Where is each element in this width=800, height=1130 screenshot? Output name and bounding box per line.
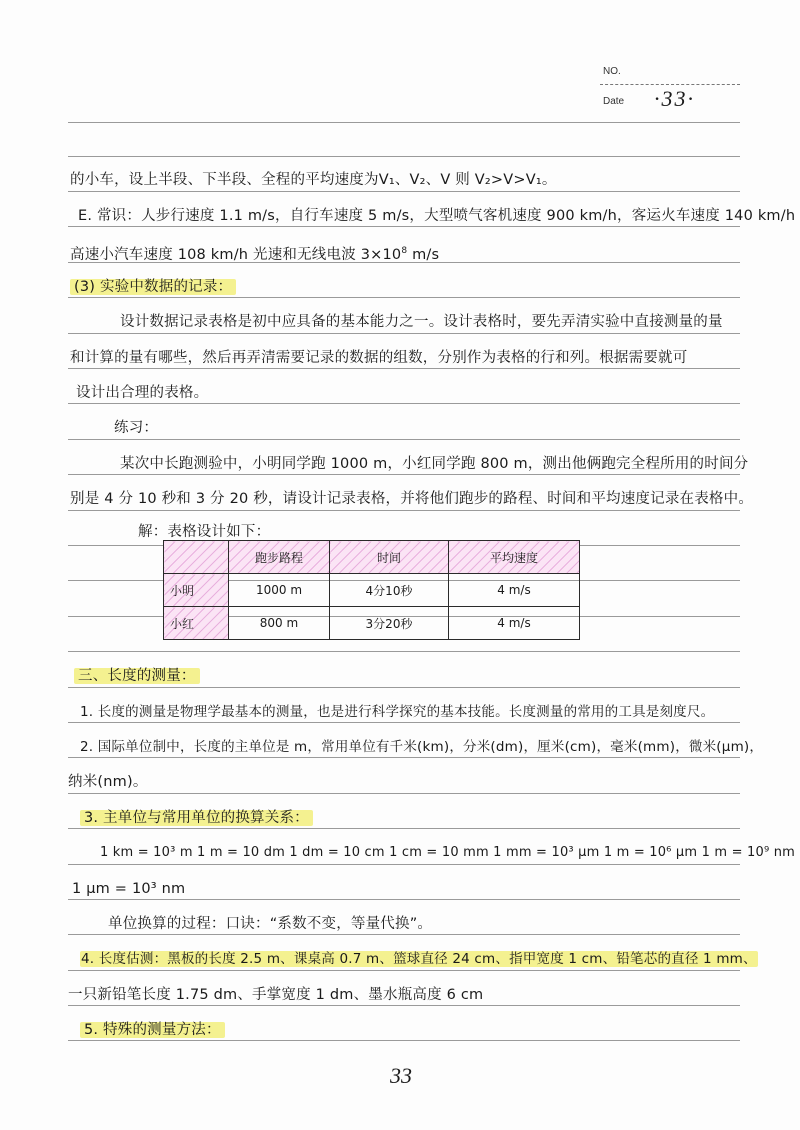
text-line: 一只新铅笔长度 1.75 dm、手掌宽度 1 dm、墨水瓶高度 6 cm — [68, 987, 484, 1003]
table-header-cell: 平均速度 — [449, 541, 580, 574]
no-rule — [600, 84, 740, 85]
text-line: 设计出合理的表格。 — [76, 385, 209, 401]
rule-line — [68, 439, 740, 440]
rule-line — [68, 1040, 740, 1041]
text-line: 的小车，设上半段、下半段、全程的平均速度为V₁、V₂、V 则 V₂>V>V₁。 — [70, 172, 557, 188]
table-cell: 4分10秒 — [330, 574, 449, 607]
section-heading — [74, 666, 200, 686]
table-cell: 1000 m — [229, 574, 330, 607]
rule-line — [68, 828, 740, 829]
section-heading — [80, 1020, 225, 1040]
rule-line — [68, 864, 740, 865]
text-line — [80, 949, 758, 969]
rule-line — [68, 722, 740, 723]
text-line — [70, 241, 439, 265]
table-cell: 小红 — [164, 607, 229, 640]
text-line: 1. 长度的测量是物理学最基本的测量，也是进行科学探究的基本技能。长度测量的常用的工具是刻度尺。 — [80, 704, 715, 720]
rule-line — [68, 757, 740, 758]
table-row — [164, 607, 580, 640]
section-heading-text: 3. 主单位与常用单位的换算关系： — [80, 810, 313, 826]
section-heading-text: (3) 实验中数据的记录： — [70, 279, 236, 295]
text-line: 别是 4 分 10 秒和 3 分 20 秒，请设计记录表格，并将他们跑步的路程、时间和平均速度记录在表格中。 — [70, 491, 754, 507]
rule-line — [68, 297, 740, 298]
text-line: 单位换算的过程：口诀：“系数不变，等量代换”。 — [108, 916, 433, 932]
text-line: E. 常识：人步行速度 1.1 m/s，自行车速度 5 m/s，大型喷气客机速度 900 km/h，客运火车速度 140 km/h — [78, 208, 796, 224]
table-header-row — [164, 541, 580, 574]
no-label: NO. — [603, 66, 621, 77]
exercise-label: 练习： — [114, 420, 159, 436]
rule-line — [68, 510, 740, 511]
rule-line — [68, 333, 740, 334]
table-cell: 800 m — [229, 607, 330, 640]
exponent: 8 — [401, 246, 408, 256]
table-header-cell: 时间 — [330, 541, 449, 574]
solution-label: 解：表格设计如下： — [138, 524, 271, 540]
table-row — [164, 574, 580, 607]
rule-line — [68, 1005, 740, 1006]
text-line: 某次中长跑测验中，小明同学跑 1000 m，小红同学跑 800 m，测出他俩跑完全程所用的时间分 — [120, 456, 749, 472]
text-line: 2. 国际单位制中，长度的主单位是 m，常用单位有千米(km)，分米(dm)，厘米(cm)，毫米(mm)，微米(μm)， — [80, 739, 764, 755]
conversion-line: 1 μm = 10³ nm — [72, 881, 186, 897]
text-line: 和计算的量有哪些，然后再弄清需要记录的数据的组数，分别作为表格的行和列。根据需要就可 — [70, 350, 688, 366]
rule-line — [68, 191, 740, 192]
rule-line — [68, 934, 740, 935]
text-fragment: m/s — [407, 247, 440, 263]
date-label: Date — [603, 96, 625, 107]
section-heading — [80, 808, 313, 828]
rule-line — [68, 687, 740, 688]
rule-line — [68, 651, 740, 652]
text-line: 设计数据记录表格是初中应具备的基本能力之一。设计表格时，要先弄清实验中直接测量的量 — [120, 314, 723, 330]
table-cell: 3分20秒 — [330, 607, 449, 640]
rule-line — [68, 899, 740, 900]
rule-line — [68, 474, 740, 475]
table-header-cell: 跑步路程 — [229, 541, 330, 574]
rule-line — [68, 122, 740, 123]
conversion-line: 1 km = 10³ m 1 m = 10 dm 1 dm = 10 cm 1 cm = 10 mm 1 mm = 10³ μm 1 m = 10⁶ μm 1 m = 10⁹ nm — [100, 845, 796, 860]
section-heading-text: 5. 特殊的测量方法： — [80, 1022, 225, 1038]
rule-line — [68, 226, 740, 227]
date-value: ·33· — [654, 86, 695, 111]
section-heading — [70, 277, 236, 297]
text-fragment: 高速小汽车速度 108 km/h 光速和无线电波 3×10 — [70, 247, 402, 263]
page-number: 33 — [390, 1063, 412, 1088]
table-cell: 4 m/s — [449, 607, 580, 640]
table-cell: 小明 — [164, 574, 229, 607]
table-header-cell — [164, 541, 229, 574]
highlight-text: 4. 长度估测：黑板的长度 2.5 m、课桌高 0.7 m、篮球直径 24 cm、指甲宽度 1 cm、铅笔芯的直径 1 mm、 — [81, 951, 757, 967]
rule-line — [68, 368, 740, 369]
rule-line — [68, 403, 740, 404]
rule-line — [68, 793, 740, 794]
rule-line — [68, 156, 740, 157]
rule-line — [68, 970, 740, 971]
section-heading-text: 三、长度的测量： — [74, 668, 200, 684]
data-table — [163, 540, 580, 640]
text-line: 纳米(nm)。 — [68, 774, 148, 790]
table-cell: 4 m/s — [449, 574, 580, 607]
